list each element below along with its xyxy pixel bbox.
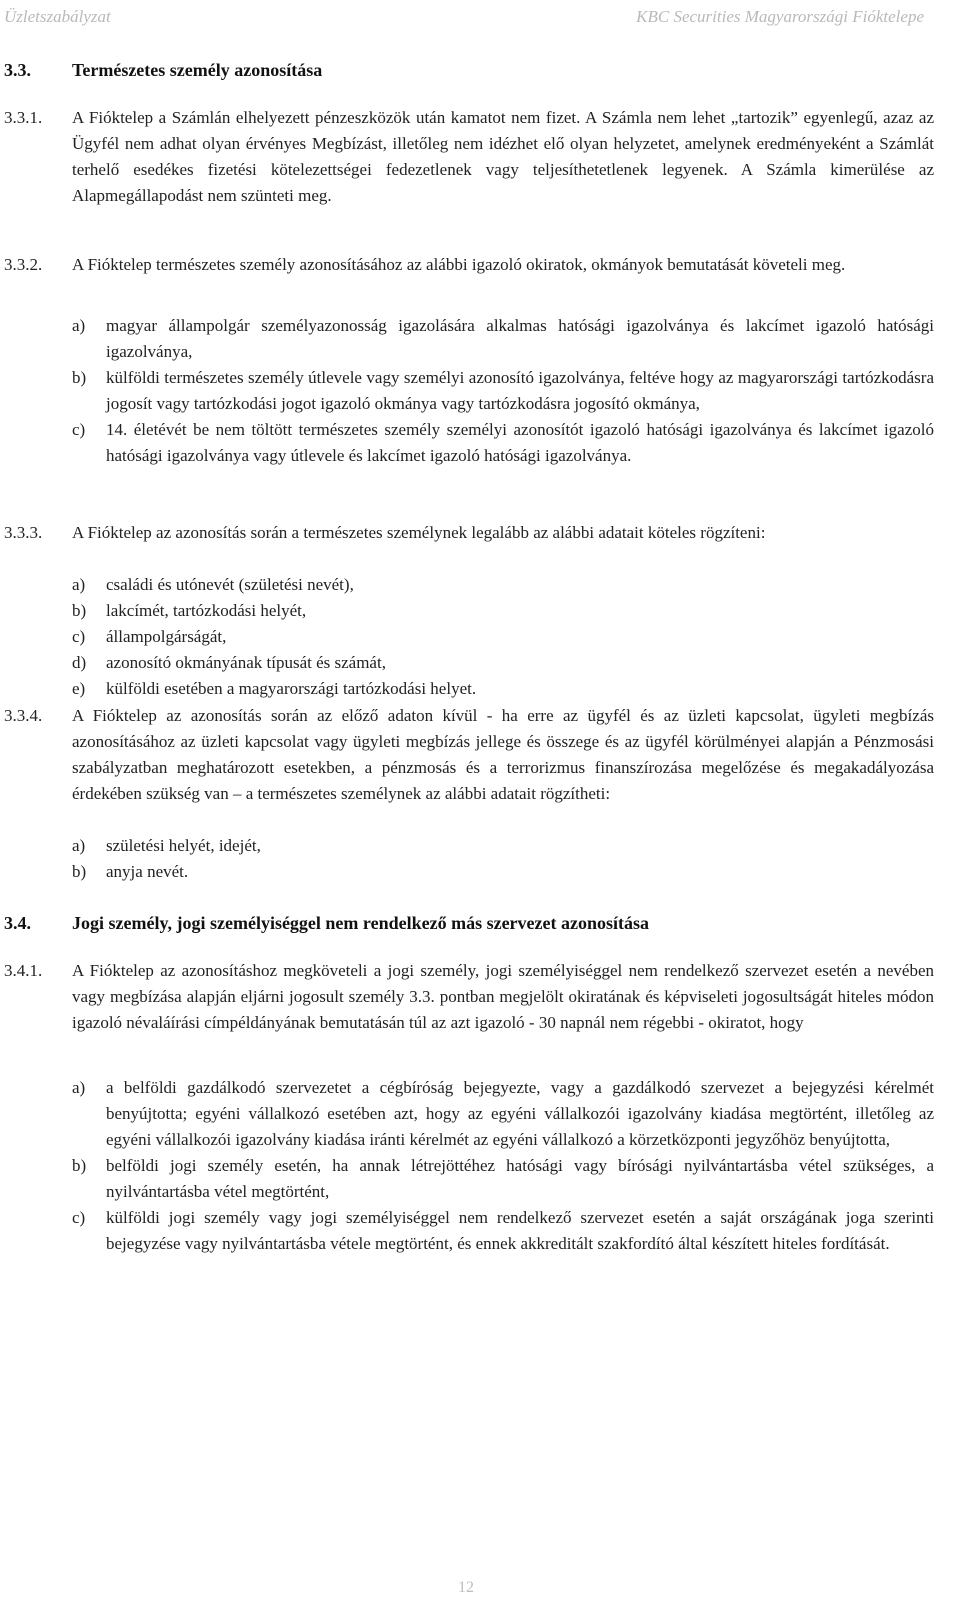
section-heading-3-4 [4,910,649,936]
list-item-text: családi és utónevét (születési nevét), [106,575,354,594]
list-item [72,676,934,702]
paragraph-number: 3.3.3. [4,523,43,542]
list-marker: c) [72,627,86,646]
list-item-text: 14. életévét be nem töltött természetes személy személyi azonosítót igazoló hatósági igazolványa és lakcímet igazoló hatósági igazolványa vagy útlevele és lakcímet igazoló hatósági igazolványa. [106,420,934,465]
paragraph-number: 3.4.1. [4,961,43,980]
list-marker: b) [72,601,87,620]
list-item-text: állampolgárságát, [106,627,227,646]
list-marker: a) [72,316,86,335]
list-3-4-1 [72,1075,934,1257]
paragraph-3-3-3 [4,520,934,546]
list-3-3-2 [72,313,934,469]
list-item-text: külföldi jogi személy vagy jogi személyiséggel nem rendelkező szervezet esetén a saját országának joga szerinti bejegyzése vagy nyilvántartásba vétele megtörtént, és ennek akkreditált szakfordító által készített hiteles fordítását. [106,1208,934,1253]
paragraph-3-4-1 [4,958,934,1036]
list-item-text: anyja nevét. [106,862,189,881]
list-item [72,859,934,885]
paragraph-text: A Fióktelep a Számlán elhelyezett pénzeszközök után kamatot nem fizet. A Számla nem lehet „tartozik” egyenlegű, azaz az Ügyfél nem adhat olyan érvényes Megbízást, illetőleg nem idézhet elő olyan helyzetet, amelynek eredményeként a Számlát terhelő esedékes fizetési kötelezettségei fedezetlenek vagy teljesíthetetlenek legyenek. A Számla kimerülése az Alapmegállapodást nem szünteti meg. [72,108,934,205]
running-header-left: Üzletszabályzat [4,7,111,26]
list-item [72,365,934,417]
list-marker: a) [72,1078,86,1097]
list-item [72,598,934,624]
list-item [72,1153,934,1205]
list-item [72,572,934,598]
paragraph-3-3-1 [4,105,934,209]
paragraph-text: A Fióktelep az azonosításhoz megköveteli a jogi személy, jogi személyiséggel nem rendelkező szervezet esetén a nevében vagy megbízása alapján eljárni jogosult személy 3.3. pontban megjelölt okiratának és képviseleti jogosultságát hiteles módon igazoló névaláírási címpéldányának bemutatásán túl az azt igazoló - 30 napnál nem régebbi - okiratot, hogy [72,961,934,1032]
section-number: 3.3. [4,60,31,80]
paragraph-3-3-4 [4,703,934,807]
list-marker: b) [72,862,87,881]
running-header-right: KBC Securities Magyarországi Fióktelepe [636,7,924,26]
list-item [72,833,934,859]
paragraph-text: A Fióktelep természetes személy azonosításához az alábbi igazoló okiratok, okmányok bemutatását követeli meg. [72,255,846,274]
paragraph-number: 3.3.4. [4,706,43,725]
list-item-text: külföldi természetes személy útlevele vagy személyi azonosító igazolványa, feltéve hogy az magyarországi tartózkodásra jogosít vagy tartózkodási jogot igazoló okmánya vagy tartózkodásra jogosító okmánya, [106,368,934,413]
section-title: Jogi személy, jogi személyiséggel nem rendelkező más szervezet azonosítása [72,913,650,933]
list-item [72,1075,934,1153]
list-item-text: a belföldi gazdálkodó szervezetet a cégbíróság bejegyezte, vagy a gazdálkodó szervezet a bejegyzési kérelmét benyújtotta; egyéni vállalkozó esetében azt, hogy az egyéni vállalkozói igazolvány kiadása megtörtént, illetőleg az egyéni vállalkozói igazolvány kiadása iránti kérelmét az egyéni vállalkozó a körzetközponti jegyzőhöz benyújtotta, [106,1078,934,1149]
list-marker: a) [72,836,86,855]
section-heading-3-3 [4,57,322,83]
list-item [72,1205,934,1257]
list-item-text: lakcímét, tartózkodási helyét, [106,601,307,620]
list-item [72,417,934,469]
paragraph-text: A Fióktelep az azonosítás során a természetes személynek legalább az alábbi adatait köteles rögzíteni: [72,523,766,542]
paragraph-number: 3.3.2. [4,255,43,274]
paragraph-text: A Fióktelep az azonosítás során az előző adaton kívül - ha erre az ügyfél és az üzleti kapcsolat, ügyleti megbízás azonosításához az üzleti kapcsolat vagy ügyleti megbízás jellege és összege és az ügyfél körülményei alapján a Pénzmosási szabályzatban meghatározott esetekben, a pénzmosás és a terrorizmus finanszírozása megelőzése és megakadályozása érdekében szükség van – a természetes személynek az alábbi adatait rögzítheti: [72,706,934,803]
list-3-3-4 [72,833,934,885]
list-marker: d) [72,653,87,672]
list-marker: c) [72,420,86,439]
section-number: 3.4. [4,913,31,933]
paragraph-3-3-2 [4,252,934,278]
list-marker: b) [72,368,87,387]
list-item [72,650,934,676]
paragraph-number: 3.3.1. [4,108,43,127]
list-item-text: belföldi jogi személy esetén, ha annak létrejöttéhez hatósági vagy bírósági nyilvántartásba vétel szükséges, a nyilvántartásba vétel megtörtént, [106,1156,934,1201]
list-marker: e) [72,679,86,698]
list-item-text: születési helyét, idejét, [106,836,261,855]
list-item [72,313,934,365]
list-item [72,624,934,650]
list-item-text: külföldi esetében a magyarországi tartózkodási helyet. [106,679,477,698]
list-marker: c) [72,1208,86,1227]
page-number: 12 [458,1579,474,1596]
list-item-text: magyar állampolgár személyazonosság igazolására alkalmas hatósági igazolványa és lakcímet igazoló hatósági igazolványa, [106,316,934,361]
list-marker: a) [72,575,86,594]
list-marker: b) [72,1156,87,1175]
list-item-text: azonosító okmányának típusát és számát, [106,653,386,672]
section-title: Természetes személy azonosítása [72,60,323,80]
list-3-3-3 [72,572,934,702]
